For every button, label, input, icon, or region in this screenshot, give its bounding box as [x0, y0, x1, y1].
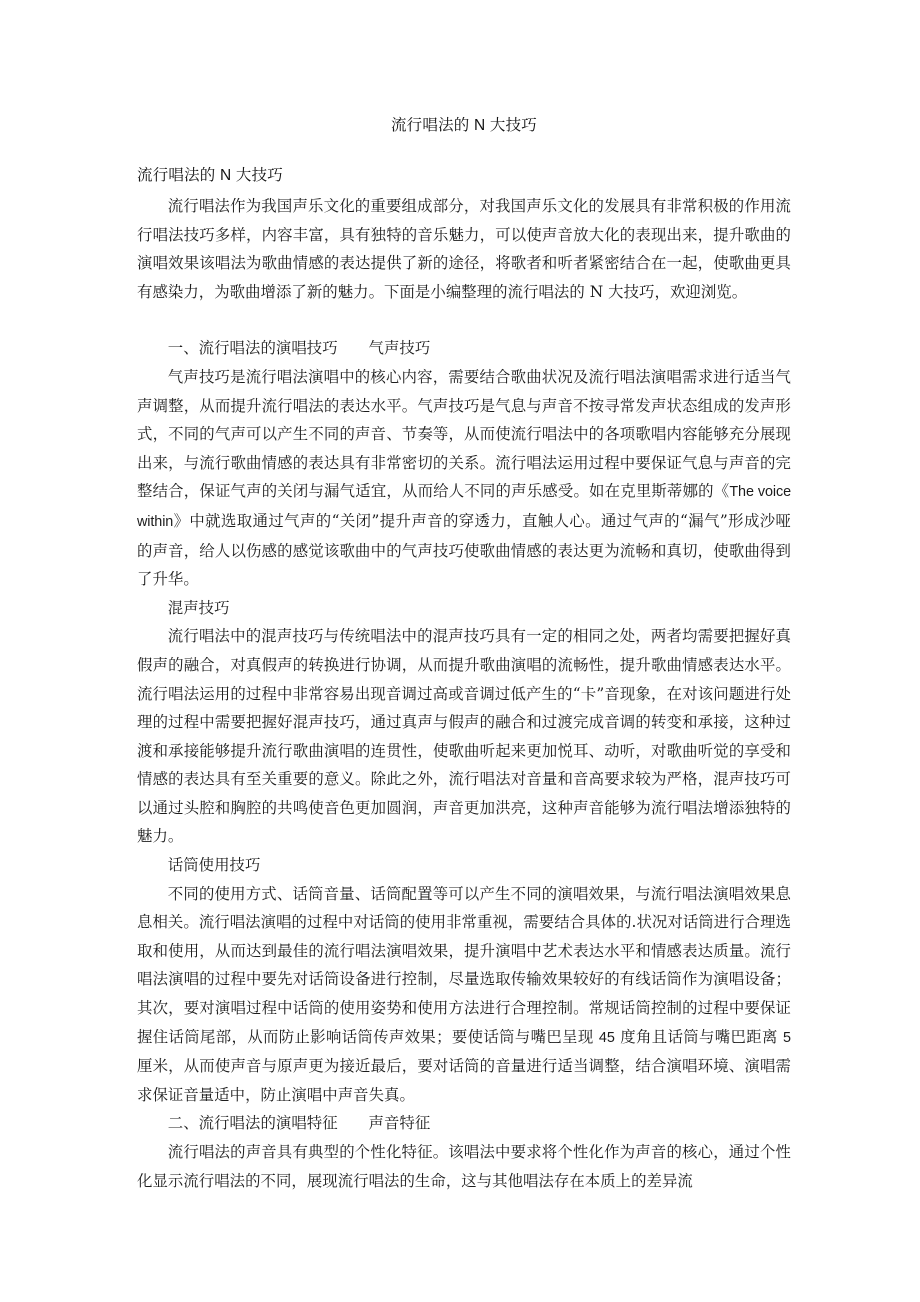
latin-run: 45 [598, 1029, 615, 1046]
paragraph-vocal-character: 流行唱法的声音具有典型的个性化特征。该唱法中要求将个性化作为声音的核心，通过个性化显示流行唱法的不同，展现流行唱法的生命，这与其他唱法存在本质上的差异流 [137, 1143, 791, 1190]
document-subtitle: 流行唱法的 N 大技巧 [137, 167, 284, 184]
paragraph-microphone: 不同的使用方式、话筒音量、话筒配置等可以产生不同的演唱效果，与流行唱法演唱效果息息相关。流行唱法演唱的过程中对话筒的使用非常重视，需要结合具体的.状况对话筒进行合理选取和使用，从而达到最佳的流行唱法演唱效果，提升演唱中艺术表达水平和情感表达质量。流行唱法演唱的过程中要先对话筒设备进行控制，尽量选取传输效果较好的有线话筒作为演唱设备；其次，要对演唱过程中话筒的使用姿势和使用方法进行合理控制。常规话筒控制的过程中要保证握住话筒尾部，从而防止影响话筒传声效果；要使话筒与嘴巴呈现 45 度角且话筒与嘴巴距离 5 厘米，从而使声音与原声更为接近最后，要对话筒的音量进行适当调整，结合演唱环境、演唱需求保证音量适中，防止演唱中声音失真。 [137, 884, 791, 1104]
latin-run: The voice within [137, 484, 791, 530]
paragraph-mixed-voice: 流行唱法中的混声技巧与传统唱法中的混声技巧具有一定的相同之处，两者均需要把握好真假声的融合，对真假声的转换进行协调，从而提升歌曲演唱的流畅性，提升歌曲情感表达水平。流行唱法运用的过程中非常容易出现音调过高或音调过低产生的“卡”音现象，在对该问题进行处理的过程中需要把握好混声技巧，通过真声与假声的融合和过渡完成音调的转变和承接，这种过渡和承接能够提升流行歌曲演唱的连贯性，使歌曲听起来更加悦耳、动听，对歌曲听觉的享受和情感的表达具有至关重要的意义。除此之外，流行唱法对音量和音高要求较为严格，混声技巧可以通过头腔和胸腔的共鸣使音色更加圆润，声音更加洪亮，这种声音能够为流行唱法增添独特的魅力。 [137, 627, 791, 846]
subsection-heading-mixed-voice: 混声技巧 [167, 598, 230, 617]
page-title: 流行唱法的 N 大技巧 [390, 117, 537, 134]
paragraph-intro: 流行唱法作为我国声乐文化的重要组成部分，对我国声乐文化的发展具有非常积极的作用流行唱法技巧多样，内容丰富，具有独特的音乐魅力，可以使声音放大化的表现出来，提升歌曲的演唱效果该唱法为歌曲情感的表达提供了新的途径，将歌者和听者紧密结合在一起，使歌曲更具有感染力，为歌曲增添了新的魅力。下面是小编整理的流行唱法的 N 大技巧，欢迎浏览。 [137, 197, 791, 301]
subsection-heading-microphone: 话筒使用技巧 [167, 856, 261, 875]
section-heading-one: 一、流行唱法的演唱技巧 气声技巧 [167, 339, 431, 358]
document-content [137, 0, 791, 1195]
section-heading-two: 二、流行唱法的演唱特征 声音特征 [167, 1114, 431, 1133]
latin-run: 5 [782, 1029, 791, 1046]
paragraph-breath-technique: 气声技巧是流行唱法演唱中的核心内容，需要结合歌曲状况及流行唱法演唱需求进行适当气声调整，从而提升流行唱法的表达水平。气声技巧是气息与声音不按寻常发声状态组成的发声形式，不同的气声可以产生不同的声音、节奏等，从而使流行唱法中的各项歌唱内容能够充分展现出来，与流行歌曲情感的表达具有非常密切的关系。流行唱法运用过程中要保证气息与声音的完整结合，保证气声的关闭与漏气适宜，从而给人不同的声乐感受。如在克里斯蒂娜的《The voice within》中就选取通过气声的“关闭”提升声音的穿透力，直触人心。通过气声的“漏气”形成沙哑的声音，给人以伤感的感觉该歌曲中的气声技巧使歌曲情感的表达更为流畅和真切，使歌曲得到了升华。 [137, 367, 791, 589]
